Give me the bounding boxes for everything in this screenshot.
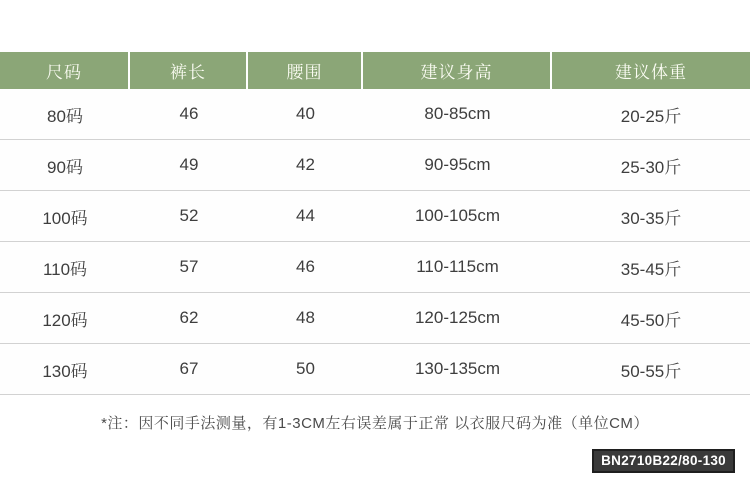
cell-suggested-height: 120-125cm (414, 308, 501, 327)
cell-suggested-height: 110-115cm (416, 257, 499, 276)
cell-suggested-weight: 45-50斤 (620, 310, 682, 330)
cell-waist: 42 (296, 155, 315, 174)
header-cell-size: 尺码 (0, 52, 130, 89)
table-row (0, 344, 750, 395)
header-cell-waist: 腰围 (248, 52, 363, 89)
cell-suggested-weight: 35-45斤 (620, 259, 682, 279)
cell-waist: 48 (296, 308, 315, 327)
table-row (0, 293, 750, 344)
cell-size: 100码 (42, 208, 88, 228)
cell-pants-length: 52 (179, 206, 199, 225)
cell-size: 120码 (42, 310, 88, 330)
table-row (0, 140, 750, 191)
cell-suggested-weight: 50-55斤 (620, 361, 682, 381)
cell-pants-length: 46 (179, 104, 199, 123)
header-cell-pants-length: 裤长 (130, 52, 248, 89)
cell-pants-length: 67 (179, 359, 199, 378)
cell-size: 110码 (42, 259, 88, 279)
cell-suggested-height: 90-95cm (424, 155, 491, 174)
cell-pants-length: 62 (179, 308, 199, 327)
measurement-note: *注：因不同手法测量，有1-3CM左右误差属于正常 以衣服尺码为准（单位CM） (101, 415, 649, 432)
table-row (0, 242, 750, 293)
table-header-row (0, 52, 750, 89)
cell-pants-length: 49 (179, 155, 199, 174)
cell-pants-length: 57 (179, 257, 199, 276)
cell-suggested-height: 80-85cm (424, 104, 491, 123)
cell-suggested-weight: 20-25斤 (620, 106, 682, 126)
cell-waist: 46 (296, 257, 315, 276)
table-row (0, 89, 750, 140)
product-code-badge: BN2710B22/80-130 (592, 449, 735, 473)
cell-suggested-weight: 30-35斤 (620, 208, 682, 228)
table-row (0, 191, 750, 242)
header-cell-suggested-weight: 建议体重 (615, 63, 687, 82)
cell-size: 130码 (42, 361, 88, 381)
cell-waist: 50 (296, 359, 315, 378)
cell-suggested-height: 100-105cm (414, 206, 501, 225)
cell-waist: 44 (296, 206, 315, 225)
cell-size: 80码 (47, 106, 83, 126)
cell-suggested-weight: 25-30斤 (620, 157, 682, 177)
cell-suggested-height: 130-135cm (414, 359, 501, 378)
header-cell-suggested-height: 建议身高 (363, 52, 552, 89)
cell-size: 90码 (47, 157, 83, 177)
size-chart-table (0, 52, 750, 395)
cell-waist: 40 (296, 104, 315, 123)
